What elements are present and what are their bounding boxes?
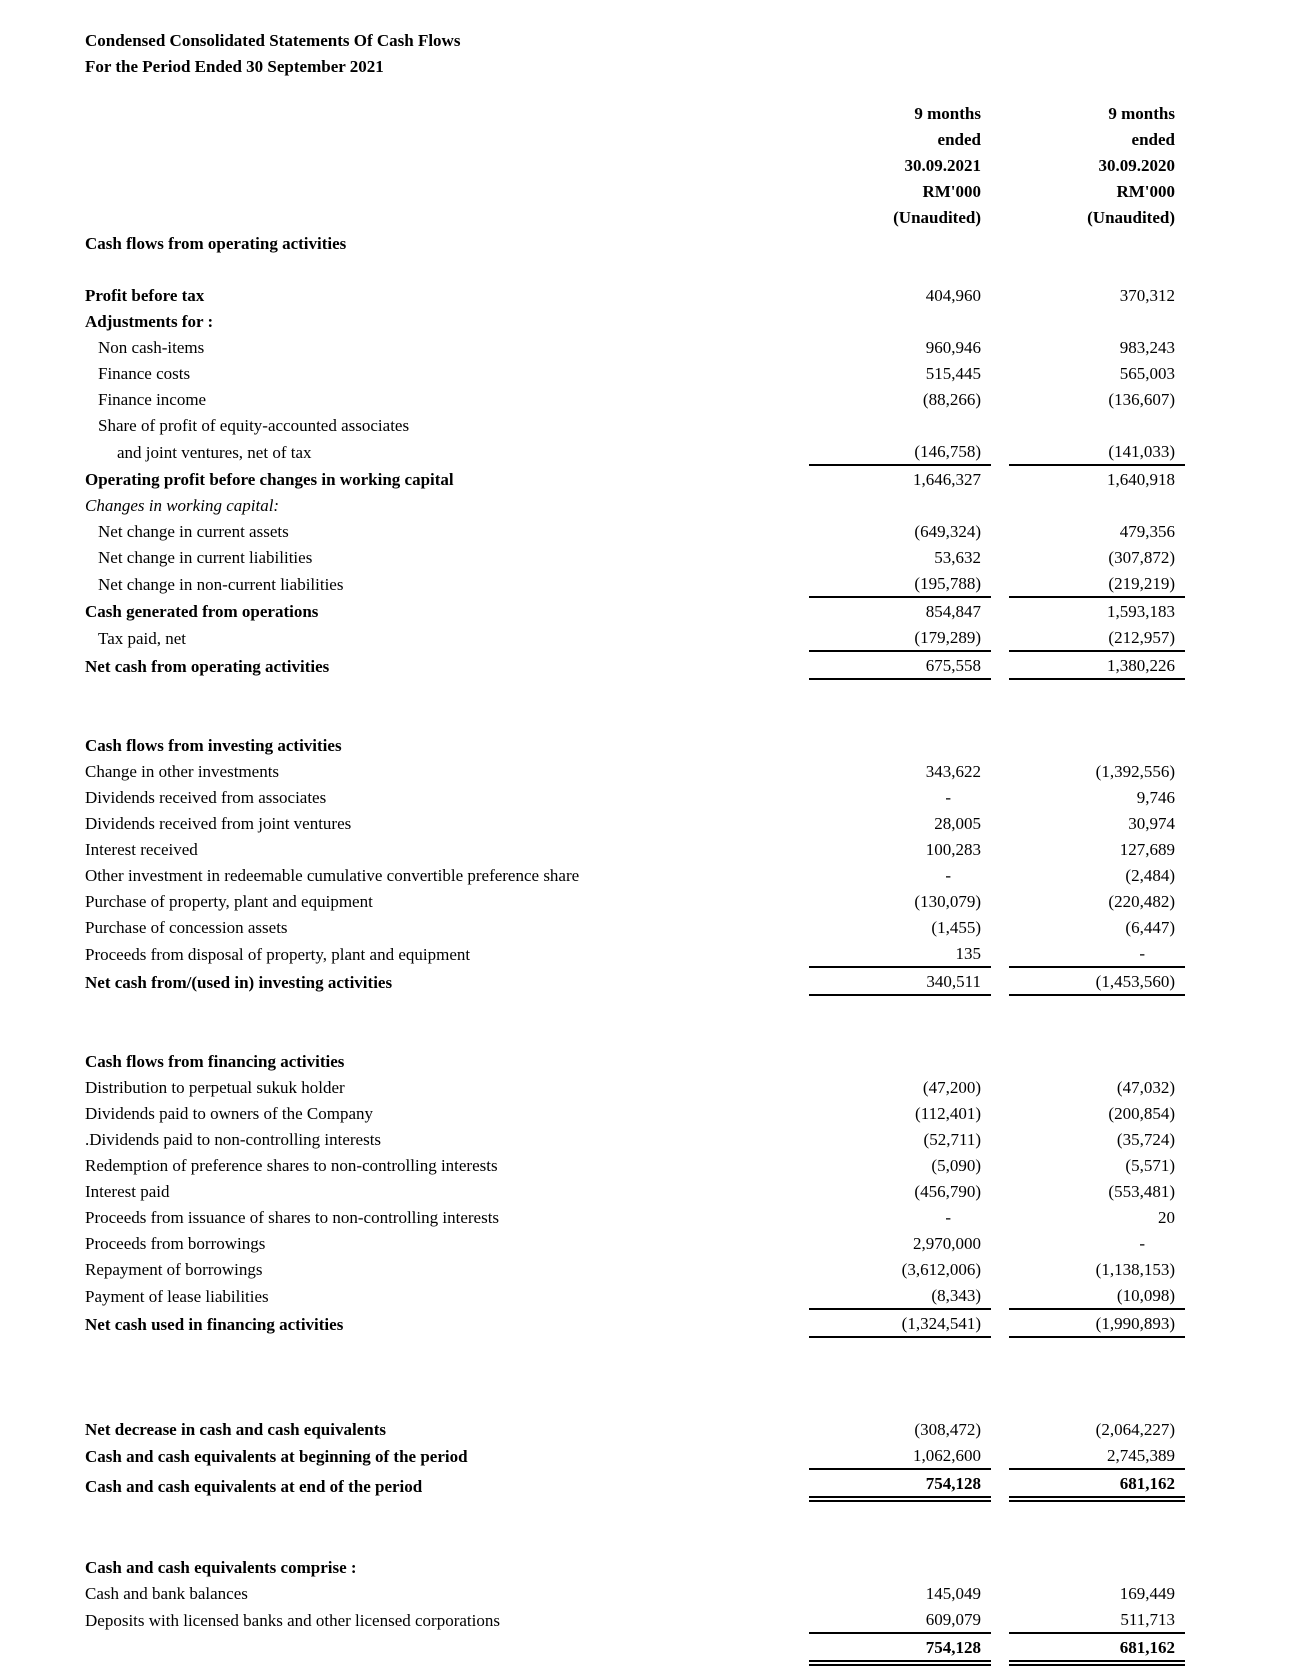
table-row xyxy=(85,1178,1185,1204)
value-30-09-2020: 169,449 xyxy=(1119,1584,1175,1603)
value-30-09-2021: 854,847 xyxy=(925,602,981,621)
header-spacer xyxy=(85,152,809,178)
report-title: Condensed Consolidated Statements Of Cash Flows xyxy=(85,31,461,50)
value-30-09-2021: (308,472) xyxy=(914,1420,981,1439)
value-30-09-2021: (47,200) xyxy=(922,1078,981,1097)
table-row xyxy=(85,1606,1185,1633)
value-30-09-2020: 681,162 xyxy=(1009,1469,1185,1499)
row-label: Net cash from operating activities xyxy=(85,657,330,676)
value-30-09-2020: 127,689 xyxy=(1119,840,1175,859)
table-row xyxy=(85,465,1185,492)
column-gap xyxy=(991,1204,1009,1230)
value-30-09-2021: (112,401) xyxy=(915,1104,981,1123)
row-label: Proceeds from disposal of property, plant and equipment xyxy=(85,945,471,964)
column-gap xyxy=(991,732,1009,758)
column-gap xyxy=(991,1554,1009,1580)
value-30-09-2020: (1,453,560) xyxy=(1009,967,1185,995)
table-row xyxy=(85,940,1185,967)
row-label: Redemption of preference shares to non-controlling interests xyxy=(85,1156,498,1175)
value-30-09-2021: 754,128 xyxy=(809,1633,991,1663)
column-gap xyxy=(991,1416,1009,1442)
table-row xyxy=(85,1074,1185,1100)
table-row xyxy=(85,732,1185,758)
column-gap xyxy=(991,1048,1009,1074)
row-label: Net change in current assets xyxy=(98,522,289,541)
row-label: Net cash from/(used in) investing activities xyxy=(85,973,393,992)
column-gap xyxy=(991,651,1009,679)
header-spacer xyxy=(85,100,809,126)
value-30-09-2020: (47,032) xyxy=(1116,1078,1175,1097)
col2-header-currency: RM'000 xyxy=(1116,182,1175,201)
value-30-09-2020: 511,713 xyxy=(1009,1606,1185,1633)
col2-header-audit-status: (Unaudited) xyxy=(1087,208,1175,227)
value-30-09-2020: (1,138,153) xyxy=(1095,1260,1175,1279)
value-30-09-2020: (200,854) xyxy=(1108,1104,1175,1123)
header-gap xyxy=(991,204,1009,230)
row-label: Distribution to perpetual sukuk holder xyxy=(85,1078,345,1097)
value-30-09-2020 xyxy=(1009,412,1185,438)
table-row xyxy=(85,282,1185,308)
row-label xyxy=(85,1633,809,1663)
table-row xyxy=(85,1126,1185,1152)
value-30-09-2021: 135 xyxy=(809,940,991,967)
column-gap xyxy=(991,1178,1009,1204)
value-30-09-2021: 1,062,600 xyxy=(809,1442,991,1469)
table-row xyxy=(85,967,1185,995)
table-row xyxy=(85,1100,1185,1126)
row-label: Tax paid, net xyxy=(98,629,187,648)
table-row xyxy=(85,412,1185,438)
value-30-09-2021: (649,324) xyxy=(914,522,981,541)
value-30-09-2021: (179,289) xyxy=(809,624,991,651)
table-row xyxy=(85,360,1185,386)
row-label: Dividends received from associates xyxy=(85,788,327,807)
col1-header-audit-status: (Unaudited) xyxy=(893,208,981,227)
column-gap xyxy=(991,570,1009,597)
table-row xyxy=(85,334,1185,360)
value-30-09-2020: (10,098) xyxy=(1009,1282,1185,1309)
value-30-09-2020: 2,745,389 xyxy=(1009,1442,1185,1469)
row-label: Interest paid xyxy=(85,1182,170,1201)
row-label: Adjustments for : xyxy=(85,312,214,331)
row-label: Net change in non-current liabilities xyxy=(98,575,344,594)
header-gap xyxy=(991,152,1009,178)
table-row xyxy=(85,888,1185,914)
column-gap xyxy=(991,888,1009,914)
column-gap xyxy=(991,1633,1009,1663)
column-headers xyxy=(85,100,1185,230)
value-30-09-2021: 100,283 xyxy=(925,840,981,859)
header-spacer xyxy=(85,204,809,230)
value-30-09-2021: 754,128 xyxy=(809,1469,991,1499)
column-gap xyxy=(991,914,1009,940)
row-label: Finance income xyxy=(98,390,207,409)
value-30-09-2020: (35,724) xyxy=(1116,1130,1175,1149)
value-30-09-2020: 20 xyxy=(1158,1208,1175,1227)
value-30-09-2021: (146,758) xyxy=(809,438,991,465)
col1-header-line2: ended xyxy=(937,130,981,149)
value-30-09-2021: 2,970,000 xyxy=(913,1234,981,1253)
value-30-09-2021: (130,079) xyxy=(914,892,981,911)
value-30-09-2021: 343,622 xyxy=(925,762,981,781)
table-row xyxy=(85,1580,1185,1606)
table-row xyxy=(85,1554,1185,1580)
table-row xyxy=(85,1048,1185,1074)
column-gap xyxy=(991,282,1009,308)
col2-header-date: 30.09.2020 xyxy=(1098,156,1175,175)
column-gap xyxy=(991,386,1009,412)
column-gap xyxy=(991,624,1009,651)
row-label: Cash and cash equivalents at end of the period xyxy=(85,1477,423,1496)
column-gap xyxy=(991,360,1009,386)
table-row xyxy=(85,544,1185,570)
value-30-09-2020 xyxy=(1009,492,1185,518)
table-row xyxy=(85,386,1185,412)
row-label: Share of profit of equity-accounted associates xyxy=(98,416,410,435)
table-row xyxy=(85,230,1185,256)
value-30-09-2021: 960,946 xyxy=(925,338,981,357)
value-30-09-2020: (5,571) xyxy=(1125,1156,1175,1175)
value-30-09-2020: 983,243 xyxy=(1119,338,1175,357)
table-row xyxy=(85,518,1185,544)
spacer-cell xyxy=(85,1337,1185,1416)
table-row xyxy=(85,492,1185,518)
row-label: .Dividends paid to non-controlling interests xyxy=(85,1130,382,1149)
row-label: Profit before tax xyxy=(85,286,205,305)
row-label: Dividends paid to owners of the Company xyxy=(85,1104,374,1123)
table-row xyxy=(85,438,1185,465)
spacer-row xyxy=(85,1499,1185,1554)
spacer-row xyxy=(85,256,1185,282)
column-gap xyxy=(991,1152,1009,1178)
title-block xyxy=(85,28,1185,80)
value-30-09-2021: (52,711) xyxy=(923,1130,981,1149)
value-30-09-2021 xyxy=(809,230,991,256)
value-30-09-2021: - xyxy=(945,788,951,807)
cashflow-table xyxy=(85,100,1185,1666)
row-label: Repayment of borrowings xyxy=(85,1260,263,1279)
value-30-09-2020: - xyxy=(1009,940,1185,967)
col1-header-currency: RM'000 xyxy=(922,182,981,201)
value-30-09-2020: (212,957) xyxy=(1009,624,1185,651)
row-label: Cash flows from financing activities xyxy=(85,1052,345,1071)
spacer-row xyxy=(85,995,1185,1048)
value-30-09-2020: 1,593,183 xyxy=(1107,602,1175,621)
table-row xyxy=(85,1204,1185,1230)
row-label: Dividends received from joint ventures xyxy=(85,814,352,833)
value-30-09-2020: 370,312 xyxy=(1119,286,1175,305)
row-label: Cash generated from operations xyxy=(85,602,319,621)
table-row xyxy=(85,651,1185,679)
table-row xyxy=(85,1416,1185,1442)
value-30-09-2020: 1,640,918 xyxy=(1107,470,1175,489)
value-30-09-2021: (88,266) xyxy=(922,390,981,409)
value-30-09-2020: 479,356 xyxy=(1119,522,1175,541)
value-30-09-2021: (3,612,006) xyxy=(901,1260,981,1279)
value-30-09-2021: (1,455) xyxy=(931,918,981,937)
value-30-09-2020: (2,064,227) xyxy=(1095,1420,1175,1439)
column-gap xyxy=(991,465,1009,492)
table-row xyxy=(85,1309,1185,1337)
column-gap xyxy=(991,810,1009,836)
header-row xyxy=(85,152,1185,178)
table-row xyxy=(85,1633,1185,1663)
row-label: Change in other investments xyxy=(85,762,280,781)
row-label: Changes in working capital: xyxy=(85,496,280,515)
value-30-09-2020: (553,481) xyxy=(1108,1182,1175,1201)
value-30-09-2021 xyxy=(809,732,991,758)
value-30-09-2020: 565,003 xyxy=(1119,364,1175,383)
row-label: Proceeds from borrowings xyxy=(85,1234,266,1253)
header-row xyxy=(85,100,1185,126)
table-row xyxy=(85,308,1185,334)
value-30-09-2020: (219,219) xyxy=(1009,570,1185,597)
row-label: Cash and bank balances xyxy=(85,1584,248,1603)
row-label: Operating profit before changes in working capital xyxy=(85,470,454,489)
col1-header-line1: 9 months xyxy=(914,104,981,123)
column-gap xyxy=(991,412,1009,438)
header-gap xyxy=(991,100,1009,126)
column-gap xyxy=(991,544,1009,570)
table-row xyxy=(85,570,1185,597)
value-30-09-2021: (456,790) xyxy=(914,1182,981,1201)
value-30-09-2021 xyxy=(809,492,991,518)
column-gap xyxy=(991,1309,1009,1337)
column-gap xyxy=(991,1100,1009,1126)
value-30-09-2021: 515,445 xyxy=(925,364,981,383)
row-label: Net decrease in cash and cash equivalents xyxy=(85,1420,386,1439)
column-gap xyxy=(991,1469,1009,1499)
table-row xyxy=(85,1256,1185,1282)
row-label: Deposits with licensed banks and other licensed corporations xyxy=(85,1611,500,1630)
header-gap xyxy=(991,178,1009,204)
column-gap xyxy=(991,758,1009,784)
column-gap xyxy=(991,940,1009,967)
row-label: Interest received xyxy=(85,840,198,859)
spacer-cell xyxy=(85,679,1185,732)
column-gap xyxy=(991,1606,1009,1633)
column-gap xyxy=(991,597,1009,624)
value-30-09-2020: (2,484) xyxy=(1125,866,1175,885)
table-row xyxy=(85,758,1185,784)
spacer-row xyxy=(85,1337,1185,1416)
row-label: Payment of lease liabilities xyxy=(85,1287,269,1306)
value-30-09-2021: (195,788) xyxy=(809,570,991,597)
value-30-09-2021: (5,090) xyxy=(931,1156,981,1175)
column-gap xyxy=(991,862,1009,888)
table-row xyxy=(85,1282,1185,1309)
value-30-09-2021: - xyxy=(945,866,951,885)
row-label: Net change in current liabilities xyxy=(98,548,313,567)
spacer-cell xyxy=(85,1499,1185,1554)
value-30-09-2021: 53,632 xyxy=(934,548,981,567)
value-30-09-2021: 28,005 xyxy=(934,814,981,833)
row-label: Net cash used in financing activities xyxy=(85,1315,344,1334)
value-30-09-2020: (1,392,556) xyxy=(1095,762,1175,781)
header-row xyxy=(85,126,1185,152)
value-30-09-2021: 609,079 xyxy=(809,1606,991,1633)
value-30-09-2021: 340,511 xyxy=(809,967,991,995)
row-label: Other investment in redeemable cumulative convertible preference share xyxy=(85,866,580,885)
table-row xyxy=(85,914,1185,940)
column-gap xyxy=(991,230,1009,256)
column-gap xyxy=(991,308,1009,334)
value-30-09-2020: 9,746 xyxy=(1136,788,1175,807)
value-30-09-2020: - xyxy=(1139,1234,1145,1253)
column-gap xyxy=(991,1442,1009,1469)
table-row xyxy=(85,836,1185,862)
value-30-09-2020 xyxy=(1009,1048,1185,1074)
column-gap xyxy=(991,438,1009,465)
row-label: Cash flows from investing activities xyxy=(85,736,342,755)
column-gap xyxy=(991,334,1009,360)
value-30-09-2021: 145,049 xyxy=(925,1584,981,1603)
column-gap xyxy=(991,518,1009,544)
value-30-09-2020: 681,162 xyxy=(1009,1633,1185,1663)
value-30-09-2021 xyxy=(809,412,991,438)
row-label: and joint ventures, net of tax xyxy=(117,443,312,462)
value-30-09-2021 xyxy=(809,308,991,334)
table-row xyxy=(85,810,1185,836)
cashflow-table-body xyxy=(85,230,1185,1663)
header-spacer xyxy=(85,126,809,152)
header-row xyxy=(85,178,1185,204)
value-30-09-2020: (136,607) xyxy=(1108,390,1175,409)
column-gap xyxy=(991,1580,1009,1606)
col2-header-line1: 9 months xyxy=(1108,104,1175,123)
table-row xyxy=(85,1469,1185,1499)
value-30-09-2021 xyxy=(809,1048,991,1074)
value-30-09-2020 xyxy=(1009,230,1185,256)
column-gap xyxy=(991,1074,1009,1100)
value-30-09-2020: (307,872) xyxy=(1108,548,1175,567)
col1-header-date: 30.09.2021 xyxy=(904,156,981,175)
value-30-09-2020: (220,482) xyxy=(1108,892,1175,911)
header-row xyxy=(85,204,1185,230)
column-gap xyxy=(991,492,1009,518)
column-gap xyxy=(991,836,1009,862)
value-30-09-2020: (1,990,893) xyxy=(1009,1309,1185,1337)
column-gap xyxy=(991,784,1009,810)
value-30-09-2021: (1,324,541) xyxy=(809,1309,991,1337)
column-gap xyxy=(991,1256,1009,1282)
report-period: For the Period Ended 30 September 2021 xyxy=(85,57,384,76)
table-row xyxy=(85,624,1185,651)
column-gap xyxy=(991,1282,1009,1309)
value-30-09-2021: - xyxy=(945,1208,951,1227)
value-30-09-2021 xyxy=(809,1554,991,1580)
table-row xyxy=(85,862,1185,888)
value-30-09-2020: (6,447) xyxy=(1125,918,1175,937)
header-spacer xyxy=(85,178,809,204)
value-30-09-2021: 404,960 xyxy=(925,286,981,305)
col2-header-line2: ended xyxy=(1131,130,1175,149)
value-30-09-2020 xyxy=(1009,1554,1185,1580)
row-label: Finance costs xyxy=(98,364,191,383)
column-gap xyxy=(991,1230,1009,1256)
row-label: Cash and cash equivalents comprise : xyxy=(85,1558,357,1577)
value-30-09-2021: 1,646,327 xyxy=(913,470,981,489)
column-gap xyxy=(991,967,1009,995)
spacer-row xyxy=(85,679,1185,732)
table-row xyxy=(85,1230,1185,1256)
table-row xyxy=(85,597,1185,624)
row-label: Cash and cash equivalents at beginning of the period xyxy=(85,1447,468,1466)
table-row xyxy=(85,1442,1185,1469)
value-30-09-2020: 30,974 xyxy=(1128,814,1175,833)
row-label: Purchase of concession assets xyxy=(85,918,288,937)
column-gap xyxy=(991,1126,1009,1152)
header-gap xyxy=(991,126,1009,152)
value-30-09-2020 xyxy=(1009,308,1185,334)
table-row xyxy=(85,1152,1185,1178)
spacer-cell xyxy=(85,256,1185,282)
value-30-09-2021: (8,343) xyxy=(809,1282,991,1309)
row-label: Proceeds from issuance of shares to non-controlling interests xyxy=(85,1208,500,1227)
value-30-09-2020 xyxy=(1009,732,1185,758)
table-row xyxy=(85,784,1185,810)
row-label: Cash flows from operating activities xyxy=(85,234,347,253)
row-label: Non cash-items xyxy=(98,338,205,357)
value-30-09-2020: (141,033) xyxy=(1009,438,1185,465)
spacer-cell xyxy=(85,995,1185,1048)
value-30-09-2021: 675,558 xyxy=(809,651,991,679)
row-label: Purchase of property, plant and equipment xyxy=(85,892,373,911)
value-30-09-2020: 1,380,226 xyxy=(1009,651,1185,679)
